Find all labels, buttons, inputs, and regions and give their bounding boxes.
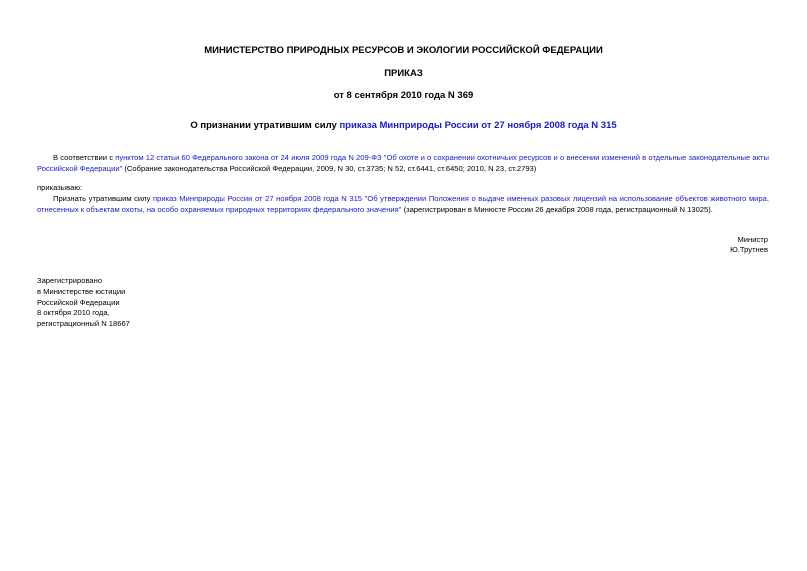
paragraph-basis-text-start: В соответствии с: [53, 153, 116, 162]
ministry-heading: МИНИСТЕРСТВО ПРИРОДНЫХ РЕСУРСОВ И ЭКОЛОГИИ РОССИЙСКОЙ ФЕДЕРАЦИИ: [204, 45, 603, 56]
registration-line: в Министерстве юстиции: [37, 287, 126, 296]
title-link[interactable]: приказа Минприроды России от 27 ноября 2008 года N 315: [339, 120, 617, 131]
paragraph-order: [37, 193, 769, 215]
paragraph-order-text-start: Признать утратившим силу: [53, 194, 153, 203]
law-reference-link[interactable]: пунктом 12 статьи 60 Федерального закона от 24 июля 2009 года N 209-ФЗ "Об охоте и о сохранении охотничьих ресурсов и о внесении изменений в отдельные законодательные акты Российской Федерации": [37, 153, 769, 173]
signature-position: Министр: [737, 235, 768, 244]
registration-line: Зарегистрировано: [37, 276, 103, 285]
paragraph-basis-text-end: (Собрание законодательства Российской Федерации, 2009, N 30, ст.3735; N 52, ст.6441, ст.6450; 2010, N 23, ст.2793): [122, 164, 537, 173]
registration-number: регистрационный N 18667: [37, 319, 130, 328]
order-word: приказываю:: [37, 183, 83, 192]
registration-date: 8 октября 2010 года,: [37, 308, 110, 317]
document-type-heading: ПРИКАЗ: [384, 68, 423, 79]
signature-name: Ю.Трутнев: [730, 245, 768, 254]
paragraph-basis: [37, 152, 769, 174]
paragraph-order-text-end: (зарегистрирован в Минюсте России 26 декабря 2008 года, регистрационный N 13025).: [401, 205, 713, 214]
revoked-order-link[interactable]: приказ Минприроды России от 27 ноября 2008 года N 315 "Об утверждении Положения о выдаче именных разовых лицензий на использование объектов животного мира, отнесенных к объектам охоты, на особо охраняемых природных территориях федерального значения": [37, 194, 769, 214]
title-prefix: О признании утратившим силу: [190, 120, 340, 131]
document-title: [0, 120, 807, 131]
registration-line: Российской Федерации: [37, 298, 120, 307]
date-number-heading: от 8 сентября 2010 года N 369: [333, 90, 474, 101]
